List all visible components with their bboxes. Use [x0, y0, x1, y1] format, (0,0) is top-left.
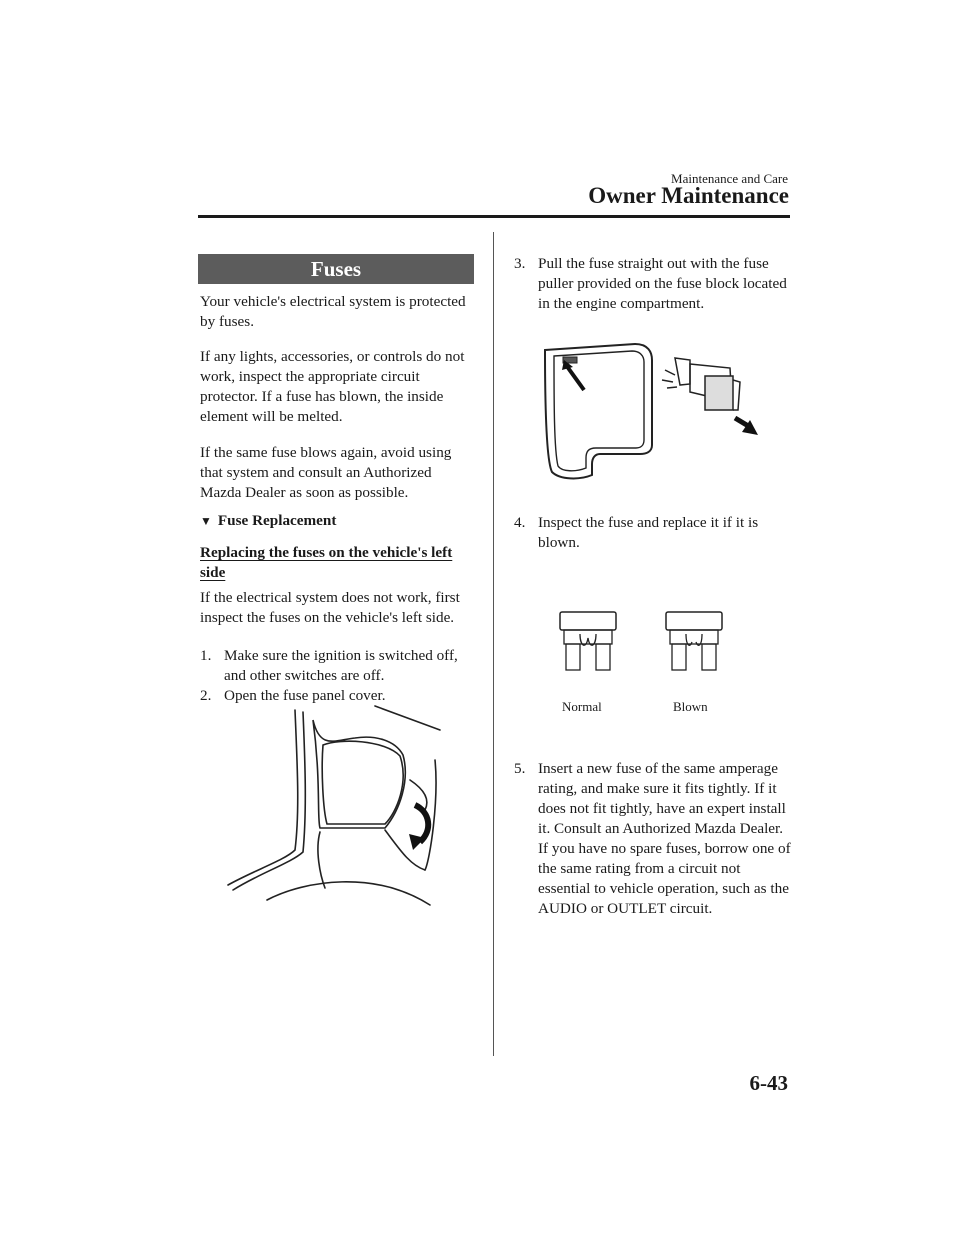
- fuse-puller-illustration: [540, 340, 765, 482]
- inspect-paragraph: If any lights, accessories, or controls do not work, inspect the appropriate circuit protector. If a fuse has blown, the inside element will be melted.: [200, 348, 465, 425]
- step-3: 3. Pull the fuse straight out with the fuse puller provided on the fuse block located in the engine compartment.: [514, 255, 787, 312]
- blown-fuse-icon: [664, 610, 724, 672]
- fuses-title-bar: Fuses: [198, 254, 474, 284]
- fuse-replacement-heading: [200, 511, 476, 531]
- step-4: 4. Inspect the fuse and replace it if it is blown.: [514, 514, 759, 551]
- intro-paragraph: Your vehicle's electrical system is protected by fuses.: [200, 293, 466, 330]
- step-2: 2. Open the fuse panel cover.: [200, 687, 386, 704]
- step-5: 5. Insert a new fuse of the same amperage rating, and make sure it fits tightly. If it does not fit tightly, have an expert install it. Consult an Authorized Mazda Dealer. If you have no spare fuses, borrow one of the same rating from a circuit not essential to vehicle operation, such as the AUDIO or OUTLET circuit.: [514, 760, 791, 917]
- chapter-title: Maintenance and Care: [671, 171, 788, 186]
- normal-fuse-icon: [558, 610, 618, 672]
- step-1: 1. Make sure the ignition is switched off, and other switches are off.: [200, 647, 458, 684]
- left-side-intro: If the electrical system does not work, first inspect the fuses on the vehicle's left side.: [200, 589, 460, 626]
- blows-again-paragraph: If the same fuse blows again, avoid using that system and consult an Authorized Mazda Dealer as soon as possible.: [200, 444, 452, 501]
- fuse-panel-cover-illustration: [225, 700, 465, 910]
- fuse-replacement-label: Fuse Replacement: [217, 512, 337, 529]
- left-side-heading: Replacing the fuses on the vehicle's left side: [200, 544, 453, 581]
- normal-label: Normal: [562, 699, 602, 714]
- triangle-down-icon: ▼: [200, 514, 212, 528]
- page-number: 6-43: [749, 1071, 788, 1095]
- section-title: Owner Maintenance: [588, 183, 789, 208]
- column-divider: [493, 232, 494, 1056]
- header-rule: [198, 215, 790, 218]
- blown-label: Blown: [673, 699, 708, 714]
